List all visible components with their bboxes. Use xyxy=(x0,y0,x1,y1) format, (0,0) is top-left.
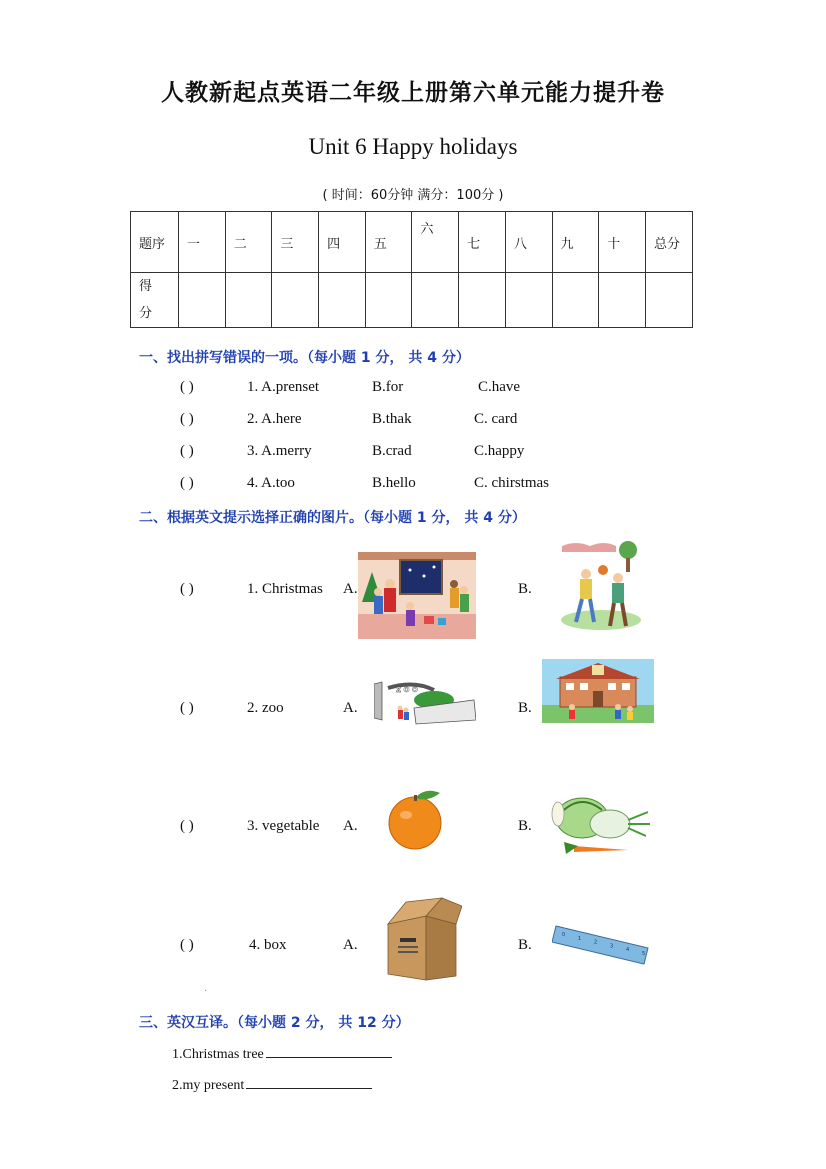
score-cell[interactable] xyxy=(179,273,226,328)
exam-meta: ( 时间：60分钟 满分：100分 ) xyxy=(322,188,504,203)
score-cell[interactable] xyxy=(365,273,412,328)
unit-subtitle: Unit 6 Happy holidays xyxy=(308,134,518,159)
s2-q2-word: 2. zoo xyxy=(247,700,284,716)
score-cell[interactable] xyxy=(505,273,552,328)
svg-text:Z O O: Z O O xyxy=(396,686,418,694)
s3-item-1: 1.Christmas tree xyxy=(172,1043,392,1063)
s1-q2-option-a: 2. A.here xyxy=(247,411,302,427)
s2-q3-word: 3. vegetable xyxy=(247,818,320,834)
s1-q2-option-b: B.thak xyxy=(372,411,412,427)
table-col-7: 七 xyxy=(459,212,506,273)
ruler-number: 0 xyxy=(562,932,566,938)
s1-q4-option-c: C. chirstmas xyxy=(474,475,549,491)
score-cell[interactable] xyxy=(412,273,459,328)
vegetables-image[interactable] xyxy=(544,780,652,860)
cardboard-box-image[interactable] xyxy=(386,896,462,982)
s2-q2-label-b: B. xyxy=(518,700,532,716)
s2-q2-label-a: A. xyxy=(343,700,358,716)
s2-q4-label-b: B. xyxy=(518,937,532,953)
s1-q4-option-a: 4. A.too xyxy=(247,475,295,491)
s2-q4-label-a: A. xyxy=(343,937,358,953)
answer-blank[interactable] xyxy=(246,1074,372,1089)
s1-q3-option-c: C.happy xyxy=(474,443,525,459)
ruler-number: 2 xyxy=(594,939,598,946)
table-header-label: 题序 xyxy=(131,212,179,273)
ruler-image[interactable] xyxy=(552,922,650,966)
s1-q3-option-a: 3. A.merry xyxy=(247,443,312,459)
table-col-3: 三 xyxy=(272,212,319,273)
table-col-total: 总分 xyxy=(646,212,693,273)
s3-item-2: 2.my present xyxy=(172,1074,372,1094)
stray-dot: . xyxy=(204,983,208,994)
s2-q1-word: 1. Christmas xyxy=(247,581,323,597)
table-col-9: 九 xyxy=(552,212,599,273)
answer-paren[interactable]: ( ) xyxy=(180,818,194,834)
s1-q2-option-c: C. card xyxy=(474,411,518,427)
s1-q1-option-c: C.have xyxy=(478,379,521,395)
score-row-label: 得 分 xyxy=(131,273,179,328)
ruler-number: 4 xyxy=(626,947,630,954)
answer-paren[interactable]: ( ) xyxy=(180,475,194,491)
table-col-2: 二 xyxy=(225,212,272,273)
answer-paren[interactable]: ( ) xyxy=(180,700,194,716)
answer-paren[interactable]: ( ) xyxy=(180,443,194,459)
s2-q1-label-b: B. xyxy=(518,581,532,597)
ruler-number: 1 xyxy=(578,935,582,942)
s1-q1-option-a: 1. A.prenset xyxy=(247,379,320,395)
section1-heading: 一、找出拼写错误的一项。（每小题 1 分， 共 4 分） xyxy=(139,350,470,366)
s2-q1-label-a: A. xyxy=(343,581,358,597)
table-col-1: 一 xyxy=(179,212,226,273)
score-cell[interactable] xyxy=(552,273,599,328)
s2-q4-word: 4. box xyxy=(249,937,287,953)
s2-q3-label-a: A. xyxy=(343,818,358,834)
zoo-gate-image[interactable] xyxy=(374,680,476,726)
table-col-5: 五 xyxy=(365,212,412,273)
ruler-number: 5 xyxy=(642,951,646,957)
orange-image[interactable] xyxy=(386,787,446,851)
score-cell[interactable] xyxy=(599,273,646,328)
answer-paren[interactable]: ( ) xyxy=(180,581,194,597)
table-col-10: 十 xyxy=(599,212,646,273)
playing-ball-image[interactable] xyxy=(556,540,646,632)
answer-blank[interactable] xyxy=(266,1043,392,1058)
score-cell[interactable] xyxy=(272,273,319,328)
s1-q1-option-b: B.for xyxy=(372,379,404,395)
score-cell[interactable] xyxy=(319,273,366,328)
section2-heading: 二、根据英文提示选择正确的图片。（每小题 1 分， 共 4 分） xyxy=(139,510,526,526)
table-col-8: 八 xyxy=(505,212,552,273)
score-cell[interactable] xyxy=(225,273,272,328)
answer-paren[interactable]: ( ) xyxy=(180,937,194,953)
table-col-4: 四 xyxy=(319,212,366,273)
ruler-number: 3 xyxy=(610,943,614,950)
score-table xyxy=(130,211,693,328)
table-col-6: 六 xyxy=(412,212,459,273)
score-cell[interactable] xyxy=(459,273,506,328)
s1-q3-option-b: B.crad xyxy=(372,443,412,459)
answer-paren[interactable]: ( ) xyxy=(180,411,194,427)
school-image[interactable] xyxy=(542,659,654,723)
s1-q4-option-b: B.hello xyxy=(372,475,416,491)
christmas-party-image[interactable] xyxy=(358,552,476,639)
page-title: 人教新起点英语二年级上册第六单元能力提升卷 xyxy=(161,80,665,106)
s2-q3-label-b: B. xyxy=(518,818,532,834)
score-cell[interactable] xyxy=(646,273,693,328)
section3-heading: 三、英汉互译。（每小题 2 分， 共 12 分） xyxy=(139,1015,410,1031)
answer-paren[interactable]: ( ) xyxy=(180,379,194,395)
